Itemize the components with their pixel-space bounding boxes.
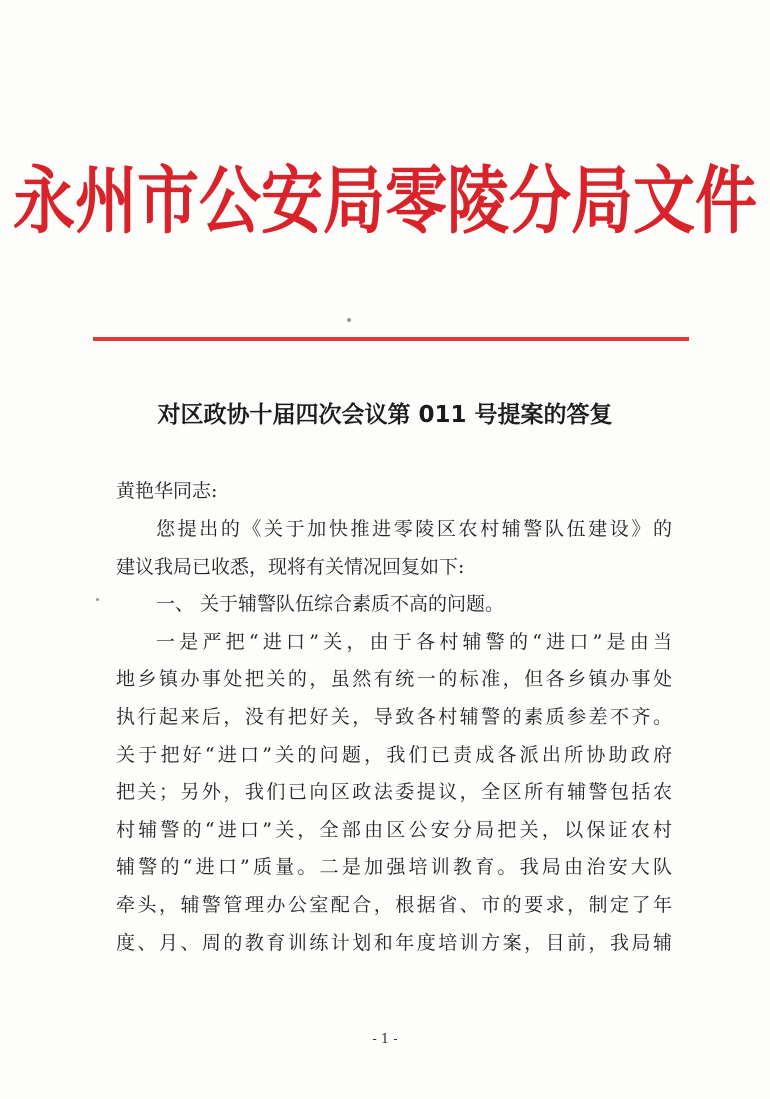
document-header: 永州市公安局零陵分局文件: [12, 157, 757, 244]
body-line: 地乡镇办事处把关的，虽然有统一的标准，但各乡镇办事处: [116, 668, 672, 691]
header-red-line: [93, 337, 689, 341]
document-body: [116, 511, 672, 962]
document-title: 对区政协十届四次会议第 011 号提案的答复: [157, 402, 613, 428]
body-line: 执行起来后，没有把好关，导致各村辅警的素质参差不齐。: [116, 705, 672, 728]
body-line: 度、月、周的教育训练计划和年度培训方案，目前，我局辅: [116, 931, 672, 954]
scan-speck: [96, 598, 99, 601]
body-line: 村辅警的“进口”关，全部由区公安分局把关，以保证农村: [116, 818, 672, 841]
body-line: 牵头，辅警管理办公室配合，根据省、市的要求，制定了年: [116, 893, 672, 916]
scan-speck: [347, 318, 351, 322]
body-line: 一是严把“进口”关，由于各村辅警的“进口”是由当: [156, 630, 672, 653]
body-line: 把关；另外，我们已向区政法委提议，全区所有辅警包括农: [116, 781, 672, 804]
page-number: - 1 -: [372, 1032, 398, 1047]
body-line: 关于把好“进口”关的问题，我们已责成各派出所协助政府: [116, 743, 672, 766]
body-line: 您提出的《关于加快推进零陵区农村辅警队伍建设》的: [156, 518, 672, 540]
body-line: 辅警的“进口”质量。二是加强培训教育。我局由治安大队: [116, 856, 672, 879]
body-line: 一、 关于辅警队伍综合素质不高的问题。: [156, 593, 505, 616]
salutation: 黄艳华同志:: [116, 480, 218, 502]
body-line: 建议我局已收悉，现将有关情况回复如下:: [116, 555, 465, 578]
